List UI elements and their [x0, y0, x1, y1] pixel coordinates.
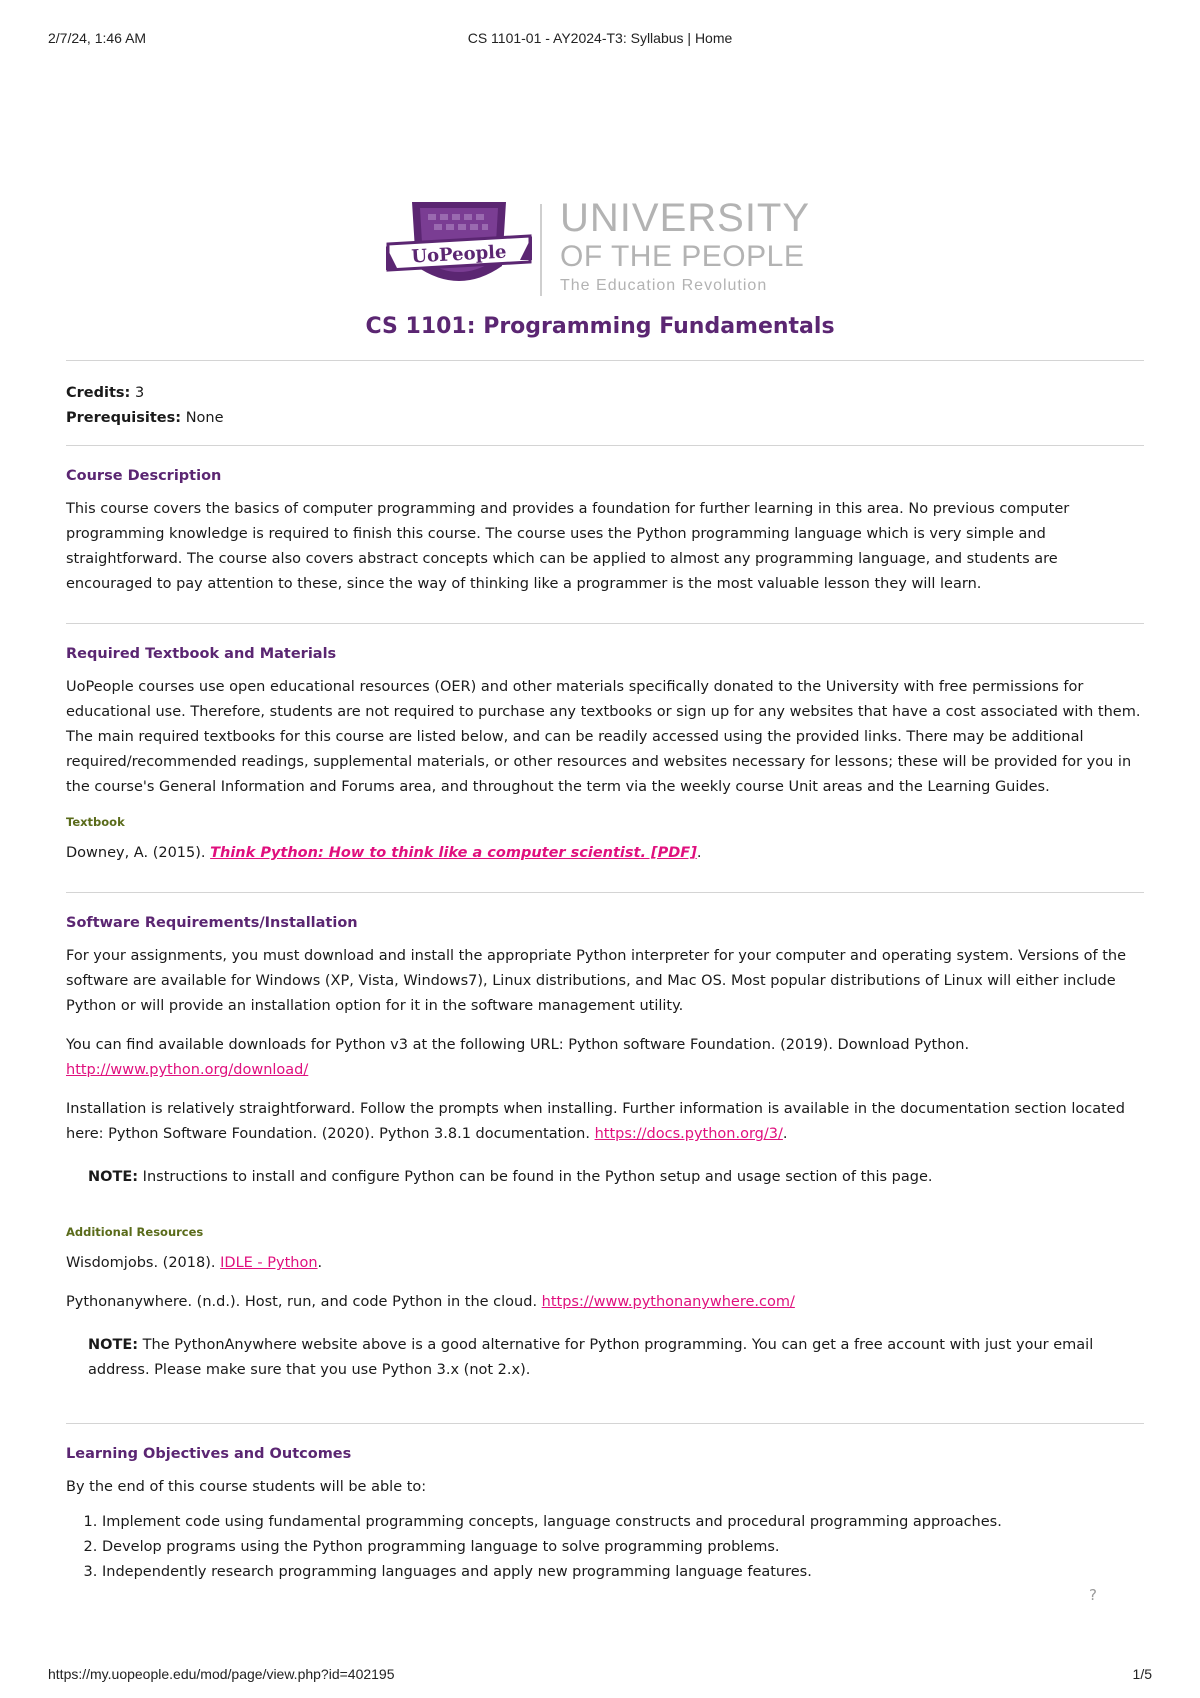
software-para-2: You can find available downloads for Python v3 at the following URL: Python software Foundation. (2019). Download Python. http://www.python.org/download/ [66, 1037, 970, 1078]
logo-wordmark [560, 196, 810, 298]
list-item: 3. Independently research programming languages and apply new programming language features. [102, 1560, 1144, 1585]
section-heading: Required Textbook and Materials [66, 646, 337, 662]
print-datetime: 2/7/24, 1:46 AM [48, 30, 147, 46]
help-icon[interactable]: ? [1089, 1586, 1097, 1604]
objectives-section [66, 1424, 1144, 1601]
print-url: https://my.uopeople.edu/mod/page/view.php?id=402195 [48, 1666, 395, 1682]
logo-line-of-the-people: OF THE PEOPLE [560, 240, 805, 273]
python-docs-link[interactable]: https://docs.python.org/3/ [594, 1126, 783, 1142]
list-item: 2. Develop programs using the Python programming language to solve programming problems. [102, 1535, 1144, 1560]
resource-wisdomjobs: Wisdomjobs. (2018). IDLE - Python. [66, 1255, 323, 1271]
credits-label: Credits: [66, 385, 131, 401]
objectives-intro: By the end of this course students will be able to: [66, 1479, 427, 1495]
software-para-3: Installation is relatively straightforward. Follow the prompts when installing. Further information is available in the documentation section located here: Python Software Foundation. (2020). Python 3.8.1 documentation. https://docs.python.org/3/. [66, 1101, 1125, 1142]
python-download-link[interactable]: http://www.python.org/download/ [66, 1062, 309, 1078]
sub-heading-additional-resources: Additional Resources [66, 1225, 204, 1239]
print-page-title: CS 1101-01 - AY2024-T3: Syllabus | Home [467, 30, 733, 46]
objectives-list [66, 1510, 1144, 1585]
textbook-citation: Downey, A. (2015). Think Python: How to think like a computer scientist. [PDF]. [66, 845, 702, 861]
resource-pythonanywhere: Pythonanywhere. (n.d.). Host, run, and code Python in the cloud. https://www.pythonanywhere.com/ [66, 1294, 795, 1310]
software-para-1: For your assignments, you must download and install the appropriate Python interpreter for your computer and operating system. Versions of the software are available for Windows (XP, Vista, Windows7), Linux distributions, and Mac OS. Most popular distributions of Linux will either include Python or will provide an installation option for it in the software management utility. [66, 948, 1126, 1014]
textbook-section [66, 624, 1144, 892]
syllabus-content [66, 360, 1144, 1601]
logo-badge-text: UoPeople [410, 241, 507, 268]
pythonanywhere-note: NOTE: The PythonAnywhere website above is a good alternative for Python programming. You can get a free account with just your email address. Please make sure that you use Python 3.x (not 2.x). [88, 1337, 1094, 1378]
pythonanywhere-link[interactable]: https://www.pythonanywhere.com/ [541, 1294, 795, 1310]
course-meta [66, 361, 1144, 445]
idle-python-link[interactable]: IDLE - Python [220, 1255, 318, 1271]
course-description-text: This course covers the basics of computer programming and provides a foundation for further learning in this area. No previous computer programming knowledge is required to finish this course. The course uses the Python programming language which is very simple and straightforward. The course also covers abstract concepts which can be applied to almost any programming language, and students are encouraged to pay attention to these, since the way of thinking like a programmer is the most valuable lesson they will learn. [66, 501, 1070, 592]
section-heading: Software Requirements/Installation [66, 915, 358, 931]
textbook-link[interactable]: Think Python: How to think like a computer scientist. [PDF] [210, 845, 697, 861]
prereq-row [66, 406, 1144, 431]
print-page-number: 1/5 [1132, 1666, 1152, 1682]
logo-divider [540, 204, 542, 296]
prereq-value: None [185, 410, 224, 426]
prereq-label: Prerequisites: [66, 410, 182, 426]
materials-text: UoPeople courses use open educational resources (OER) and other materials specifically donated to the University with free permissions for educational use. Therefore, students are not required to purchase any textbooks or sign up for any websites that have a cost associated with them. The main required textbooks for this course are listed below, and can be readily accessed using the provided links. There may be additional required/recommended readings, supplemental materials, or other resources and websites necessary for lessons; these will be provided for you in the course's General Information and Forums area, and throughout the term via the weekly course Unit areas and the Learning Guides. [66, 679, 1141, 795]
list-item: 1. Implement code using fundamental programming concepts, language constructs and procedural programming approaches. [102, 1510, 1144, 1535]
install-note: NOTE: Instructions to install and configure Python can be found in the Python setup and usage section of this page. [88, 1169, 933, 1185]
credits-value: 3 [134, 385, 145, 401]
logo-line-university: UNIVERSITY [560, 196, 811, 240]
sub-heading-textbook: Textbook [66, 815, 125, 829]
uopeople-logo [384, 196, 824, 306]
page-title: CS 1101: Programming Fundamentals [365, 314, 835, 339]
section-heading: Course Description [66, 468, 222, 484]
section-heading: Learning Objectives and Outcomes [66, 1446, 352, 1462]
credits-row [66, 381, 1144, 406]
uopeople-shield-icon [384, 196, 534, 296]
logo-line-tagline: The Education Revolution [560, 277, 768, 294]
software-section [66, 893, 1144, 1413]
course-description-section [66, 446, 1144, 623]
